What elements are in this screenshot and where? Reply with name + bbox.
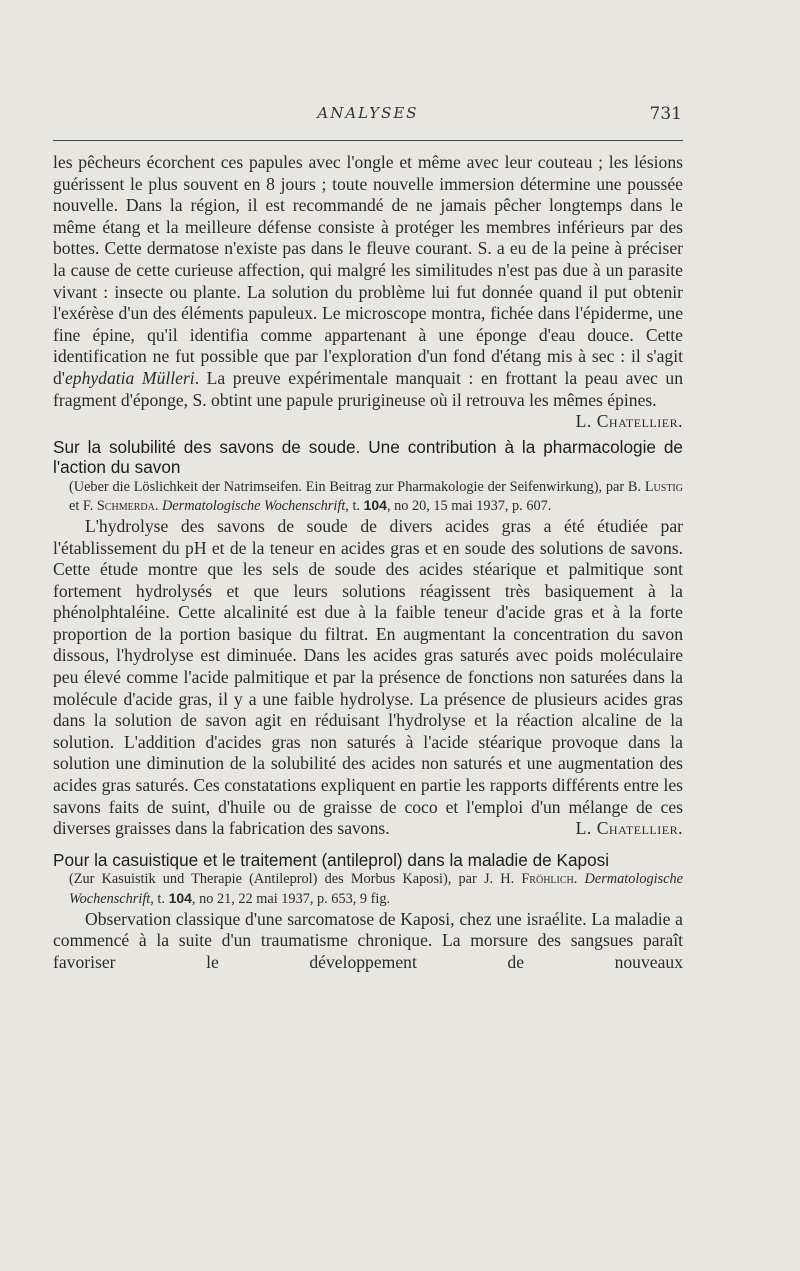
running-title: ANALYSES	[317, 104, 419, 122]
article1-signature: L. Chatellier.	[575, 411, 683, 432]
article3-volume: 104	[168, 889, 192, 906]
page-body	[53, 152, 683, 973]
page-number: 731	[649, 104, 682, 124]
species-name: ephydatia Mülleri	[64, 367, 195, 388]
article2-volume: 104	[363, 497, 387, 514]
article2-journal: Dermatologische Wochenschrift	[161, 498, 346, 515]
article2-signature: L. Chatellier.	[575, 818, 683, 839]
header-rule	[53, 140, 683, 141]
article3-body: Observation classique d'une sarcomatose de Kaposi, chez une israélite. La maladie a commencé à la suite d'un traumatisme chronique. La morsure des sangsues paraît favoriser le développement de nouveaux	[53, 908, 683, 972]
article3-journal: Dermatologische Wochenschrift	[69, 871, 684, 907]
article2-author1: Lustig	[644, 478, 683, 495]
article2-author2: Schmerda.	[96, 498, 159, 515]
article3-title: Pour la casuistique et le traitement (antileprol) dans la maladie de Kaposi	[53, 849, 610, 870]
article2-body: L'hydrolyse des savons de soude de divers acides gras a été étudiée par l'établissement du pH et de la teneur en acides gras et en soude des solutions de savons. Cette étude montre que les sels de soude des acides stéarique et palmitique sont fortement hydrolysés et que leurs solutions réagissent très basiquement à la phénolphtaléine. Cette alcalinité est due à la faible teneur d'acide gras et à la forte proportion de la portion basique du filtrat. En augmentant la concentration du savon dissous, l'hydrolyse est diminuée. Dans les acides gras saturés avec poids moléculaire peu élevé comme l'acide palmitique et par la présence de fonctions non saturées dans la molécule d'acide gras, il y a une faible hydrolyse. La présence de plusieurs acides gras dans la solution de savon agit en réduisant l'hydrolyse et la réaction alcaline de la solution. L'addition d'acides gras non saturés à l'acide stéarique provoque dans la solution une diminution de la solubilité des acides non saturés et une augmentation des acides gras saturés. Ces constatations expliquent en partie les rapports différents entre les savons faits de suint, d'huile ou de graisse de coco et l'emploi d'un mélange de ces diverses graisses dans la fabrication des savons. L. Chatellier.	[53, 515, 683, 839]
article1-paragraph: les pêcheurs écorchent ces papules avec l'ongle et même avec leur couteau ; les lésions guérissent le plus souvent en 8 jours ; toute nouvelle immersion détermine une poussée nouvelle. Dans la région, il est recommandé de ne jamais pêcher longtemps dans le même étang et la meilleure défense consiste à protéger les membres inférieurs par des bottes. Cette dermatose n'existe pas dans le fleuve courant. S. a eu de la peine à préciser la cause de cette curieuse affection, qui malgré les similitudes n'est pas due à un parasite vivant : insecte ou plante. La solution du problème lui fut donnée quand il put obtenir l'exérèse d'un des éléments papuleux. Le microscope montra, fichée dans l'épiderme, une fine épine, qu'il identifia comme appartenant à une éponge d'eau douce. Cette identification ne fut possible que par l'exploration d'un fond d'étang mis à sec : il s'agit d'ephydatia Mülleri. La preuve expérimentale manquait : en frottant la peau avec un fragment d'éponge, S. obtint une papule prurigineuse où il retrouva les mêmes épines.	[53, 152, 683, 410]
article2-reference: (Ueber die Löslichkeit der Natrimseifen. Ein Beitrag zur Pharmakologie der Seifenwirkung), par B. Lustig et F. Schmerda. Dermatologische Wochenschrift, t. 104, no 20, 15 mai 1937, p. 607.	[69, 478, 683, 515]
article2-title: Sur la solubilité des savons de soude. Une contribution à la pharmacologie de l'action du savon	[53, 436, 683, 478]
article3-author: Fröhlich.	[521, 871, 578, 888]
article3-reference: (Zur Kasuistik und Therapie (Antileprol) des Morbus Kaposi), par J. H. Fröhlich. Dermatologische Wochenschrift, t. 104, no 21, 22 mai 1937, p. 653, 9 fig.	[69, 871, 684, 907]
